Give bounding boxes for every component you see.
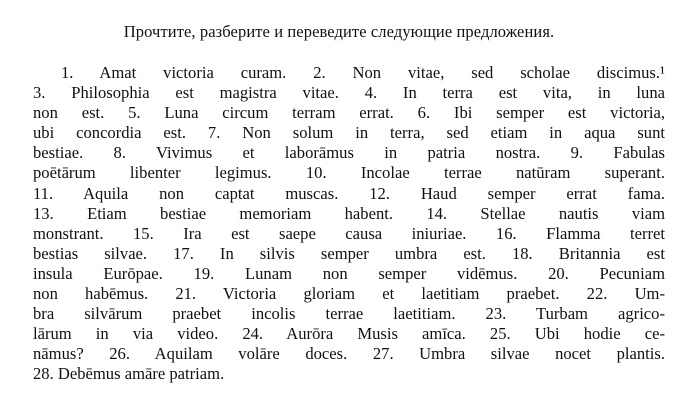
text-line: bestias silvae. 17. In silvis semper umbra est. 18. Britannia est xyxy=(33,243,665,263)
text-line: poētārum libenter legimus. 10. Incolae terrae natūram superant. xyxy=(33,163,665,183)
text-line: lārum in via video. 24. Aurōra Musis amīca. 25. Ubi hodie ce- xyxy=(33,324,665,344)
text-line: bra silvārum praebet incolis terrae laetitiam. 23. Turbam agrico- xyxy=(33,304,665,324)
text-line: ubi concordia est. 7. Non solum in terra, sed etiam in aqua sunt xyxy=(33,123,665,143)
text-line: 13. Etiam bestiae memoriam habent. 14. Stellae nautis viam xyxy=(33,203,665,223)
text-line: nāmus? 26. Aquilam volāre doces. 27. Umbra silvae nocet plantis. xyxy=(33,344,665,364)
text-line: 11. Aquila non captat muscas. 12. Haud semper errat fama. xyxy=(33,183,665,203)
text-line: non est. 5. Luna circum terram errat. 6. Ibi semper est victoria, xyxy=(33,103,665,123)
text-line: insula Eurōpae. 19. Lunam non semper vidēmus. 20. Pecuniam xyxy=(33,263,665,283)
text-line: 28. Debēmus amāre patriam. xyxy=(33,364,225,384)
text-line: non habēmus. 21. Victoria gloriam et laetitiam praebet. 22. Um- xyxy=(33,284,665,304)
exercise-sentences xyxy=(33,63,665,385)
text-line: bestiae. 8. Vivimus et laborāmus in patria nostra. 9. Fabulas xyxy=(33,143,665,163)
text-line: 1. Amat victoria curam. 2. Non vitae, sed scholae discimus.¹ xyxy=(61,63,665,82)
exercise-instruction: Прочтите, разберите и переведите следующие предложения. xyxy=(123,22,555,41)
text-line: monstrant. 15. Ira est saepe causa iniuriae. 16. Flamma terret xyxy=(33,223,665,243)
text-line: 3. Philosophia est magistra vitae. 4. In terra est vita, in luna xyxy=(33,83,665,103)
